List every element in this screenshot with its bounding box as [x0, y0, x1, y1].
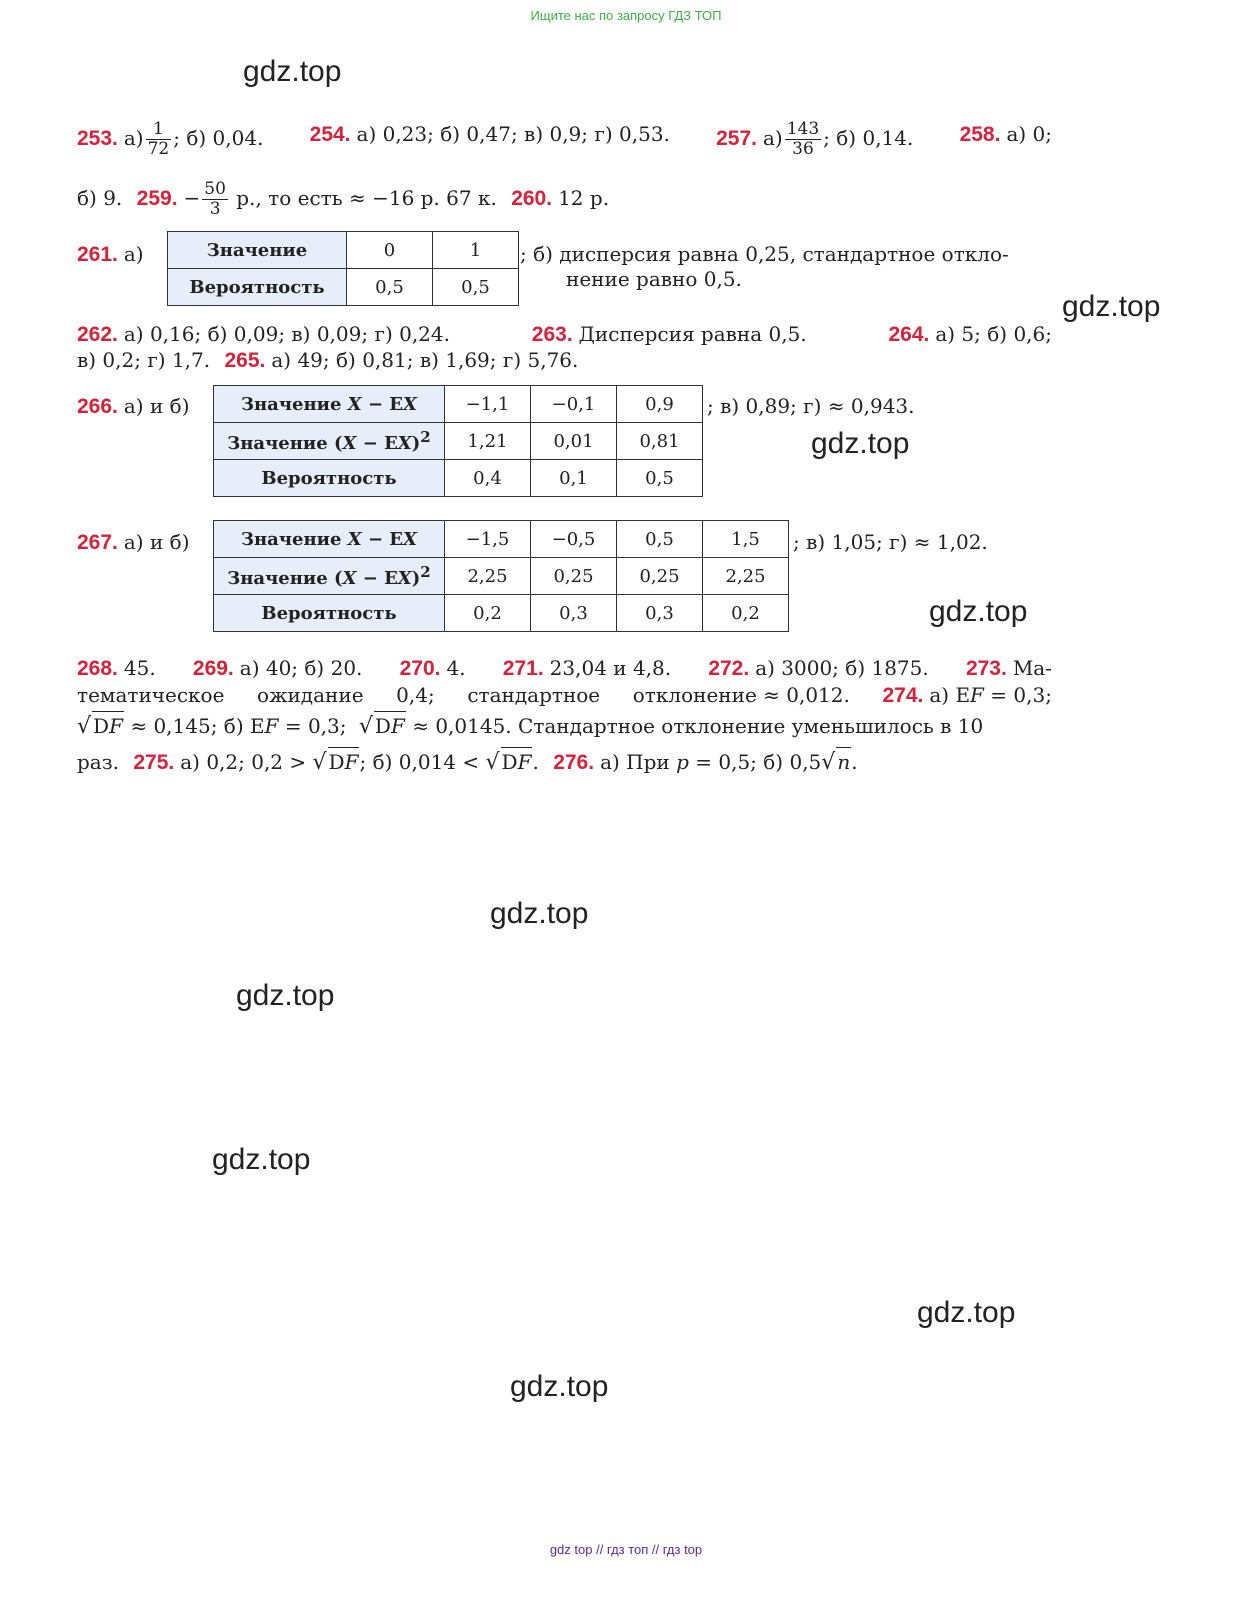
answer-text: б) 9. — [77, 186, 123, 210]
answer-text: а) — [123, 126, 144, 150]
table-header-cell: Вероятность — [214, 460, 445, 497]
task-number: 264. — [888, 323, 930, 346]
distribution-table-266 — [213, 385, 703, 497]
answer-text: ; б) 0,014 < — [359, 750, 486, 774]
sqrt-sign: √ — [77, 714, 92, 739]
task-number: 274. — [882, 684, 924, 707]
answer-text: а) E — [929, 683, 971, 707]
distribution-table-261 — [167, 231, 519, 306]
table-row — [168, 269, 519, 306]
answer-text: а) 40; б) 20. — [239, 656, 363, 680]
table-cell: 0,3 — [531, 595, 617, 632]
task-number: 270. — [399, 657, 441, 680]
answer-text: ≈ 0,145; б) E — [123, 714, 265, 738]
sqrt-sign: √ — [312, 750, 327, 775]
task-number: 268. — [77, 657, 118, 680]
table-cell: 0,3 — [617, 595, 703, 632]
answer-line — [77, 681, 1052, 710]
answer-line — [77, 747, 1052, 777]
answer-line — [77, 346, 1052, 375]
table-cell: 0,01 — [531, 423, 617, 460]
answer-line — [77, 120, 1052, 159]
task-number: 260. — [511, 187, 553, 210]
table-cell: −1,1 — [445, 386, 531, 423]
task-number: 257. — [716, 127, 757, 150]
top-banner: Ищите нас по запросу ГДЗ ТОП — [530, 8, 722, 23]
watermark: gdz.top — [917, 1296, 1016, 1329]
table-row — [214, 386, 703, 423]
table-cell: −0,5 — [531, 521, 617, 558]
task-number: 254. — [309, 123, 351, 146]
table-cell: 0,25 — [531, 558, 617, 595]
task-number: 262. — [77, 323, 118, 346]
table-cell: 0,5 — [347, 269, 433, 306]
table-header-cell: Значение X − EX — [214, 386, 445, 423]
answer-text: ожидание — [257, 683, 364, 707]
table-row — [214, 423, 703, 460]
table-cell: 1,21 — [445, 423, 531, 460]
task-number: 275. — [133, 751, 175, 774]
table-header-cell: Значение (X − EX)$^2$ — [214, 558, 445, 595]
answer-text: а) 0; — [1006, 122, 1052, 146]
answer-text: а) 3000; б) 1875. — [755, 656, 929, 680]
answer-text: отклонение ≈ 0,012. — [632, 683, 850, 707]
table-header-cell: Значение X − EX — [214, 521, 445, 558]
task-number: 271. — [502, 657, 544, 680]
answer-text: ≈ 0,0145. Стандартное отклонение уменьшилось в 10 — [405, 714, 984, 738]
sqrt-radicand: DF — [328, 747, 360, 776]
sqrt-sign: √ — [485, 750, 500, 775]
answer-text: . — [851, 750, 858, 774]
answer-text: 23,04 и 4,8. — [549, 656, 672, 680]
answer-text: ; в) 0,89; г) ≈ 0,943. — [707, 394, 915, 418]
table-header-cell: Значение (X − EX)$^2$ — [214, 423, 445, 460]
table-header-cell: Значение — [168, 232, 347, 269]
table-cell: 2,25 — [445, 558, 531, 595]
table-cell: 2,25 — [703, 558, 789, 595]
answer-text: а) — [762, 126, 783, 150]
answer-text: а) 0,2; 0,2 > — [180, 750, 313, 774]
answer-text: p — [676, 750, 689, 774]
watermark: gdz.top — [490, 897, 589, 930]
answer-line — [77, 711, 1052, 741]
task-267-label — [77, 528, 190, 557]
table-cell: 1 — [433, 232, 519, 269]
answer-text: р., то есть ≈ −16 р. 67 к. — [229, 186, 497, 210]
task-261-label — [77, 240, 144, 269]
answer-text: в) 0,2; г) 1,7. — [77, 348, 211, 372]
task-number: 265. — [224, 349, 266, 372]
task-number: 261. — [77, 243, 118, 266]
answer-text: 12 р. — [558, 186, 610, 210]
table-cell: 0,4 — [445, 460, 531, 497]
task-number: 269. — [192, 657, 234, 680]
answer-line — [77, 180, 1052, 219]
answer-text: = 0,3; — [983, 683, 1052, 707]
task-number: 276. — [553, 751, 595, 774]
table-cell: 0,2 — [703, 595, 789, 632]
fraction: $\frac{50}{3}$ — [204, 179, 226, 219]
answer-text: стандартное — [467, 683, 601, 707]
answer-text: F — [970, 683, 984, 707]
table-header-cell: Вероятность — [168, 269, 347, 306]
answer-text: нение равно 0,5. — [566, 267, 742, 291]
table-cell: 0,5 — [617, 521, 703, 558]
watermark: gdz.top — [510, 1370, 609, 1403]
task-number: 253. — [77, 127, 118, 150]
watermark: gdz.top — [243, 55, 342, 88]
answer-text: а) 0,16; б) 0,09; в) 0,09; г) 0,24. — [123, 322, 450, 346]
answer-text: а) 0,23; б) 0,47; в) 0,9; г) 0,53. — [356, 122, 670, 146]
task-number: 266. — [77, 395, 118, 418]
fraction: $\frac{143}{36}$ — [786, 119, 820, 159]
answer-line — [77, 320, 1052, 349]
answer-text: а) 5; б) 0,6; — [935, 322, 1052, 346]
table-row — [214, 595, 789, 632]
watermark: gdz.top — [1062, 290, 1161, 323]
table-cell: 0,5 — [617, 460, 703, 497]
table-header-cell: Вероятность — [214, 595, 445, 632]
table-row — [214, 521, 789, 558]
distribution-table-267 — [213, 520, 789, 632]
answer-line — [77, 654, 1052, 683]
answer-text: F — [264, 714, 279, 738]
answer-text: а) и б) — [123, 530, 190, 554]
fraction: $\frac{1}{72}$ — [147, 119, 170, 159]
sqrt-radicand: n — [836, 747, 851, 776]
table-row — [214, 558, 789, 595]
answer-text: а) При — [600, 750, 677, 774]
answer-text: ; б) 0,14. — [823, 126, 914, 150]
table-cell: 0 — [347, 232, 433, 269]
answer-text: 4. — [446, 656, 466, 680]
sqrt-sign: √ — [358, 714, 373, 739]
table-cell: 0,81 — [617, 423, 703, 460]
sqrt-radicand: DF — [374, 711, 406, 740]
task-number: 272. — [708, 657, 750, 680]
answer-text: а) 49; б) 0,81; в) 1,69; г) 5,76. — [271, 348, 579, 372]
answer-text: 45. — [123, 656, 156, 680]
table-cell: 1,5 — [703, 521, 789, 558]
task-number: 259. — [136, 187, 178, 210]
answer-text: ; в) 1,05; г) ≈ 1,02. — [793, 530, 988, 554]
table-cell: 0,25 — [617, 558, 703, 595]
task-266-label — [77, 392, 190, 421]
answer-text: Ма- — [1012, 656, 1052, 680]
answer-text: 0,4; — [396, 683, 435, 707]
table-cell: −0,1 — [531, 386, 617, 423]
answer-text: Дисперсия равна 0,5. — [578, 322, 807, 346]
answer-text: = 0,5; б) 0,5 — [688, 750, 822, 774]
footer-links: gdz top // гдз топ // гдз top — [549, 1542, 703, 1557]
table-row — [214, 460, 703, 497]
sqrt-radicand: DF — [501, 747, 533, 776]
answer-text: ; б) 0,04. — [173, 126, 264, 150]
task-number: 263. — [531, 323, 573, 346]
task-number: 273. — [965, 657, 1007, 680]
answer-text: раз. — [77, 750, 119, 774]
table-cell: 0,2 — [445, 595, 531, 632]
answer-text: а) и б) — [123, 394, 190, 418]
watermark: gdz.top — [811, 427, 910, 460]
watermark: gdz.top — [212, 1143, 311, 1176]
answer-text: = 0,3; — [278, 714, 347, 738]
table-cell: 0,9 — [617, 386, 703, 423]
sqrt-sign: √ — [821, 750, 836, 775]
table-cell: −1,5 — [445, 521, 531, 558]
task-number: 267. — [77, 531, 118, 554]
watermark: gdz.top — [929, 595, 1028, 628]
watermark: gdz.top — [236, 979, 335, 1012]
answer-text: ; б) дисперсия равна 0,25, стандартное откло- — [520, 242, 1009, 266]
table-row — [168, 232, 519, 269]
answer-text: тематическое — [77, 683, 225, 707]
answer-text: а) — [123, 242, 144, 266]
answer-text: . — [532, 750, 539, 774]
sqrt-radicand: DF — [92, 711, 124, 740]
answer-text: − — [183, 186, 201, 210]
table-cell: 0,5 — [433, 269, 519, 306]
table-cell: 0,1 — [531, 460, 617, 497]
task-number: 258. — [959, 123, 1001, 146]
